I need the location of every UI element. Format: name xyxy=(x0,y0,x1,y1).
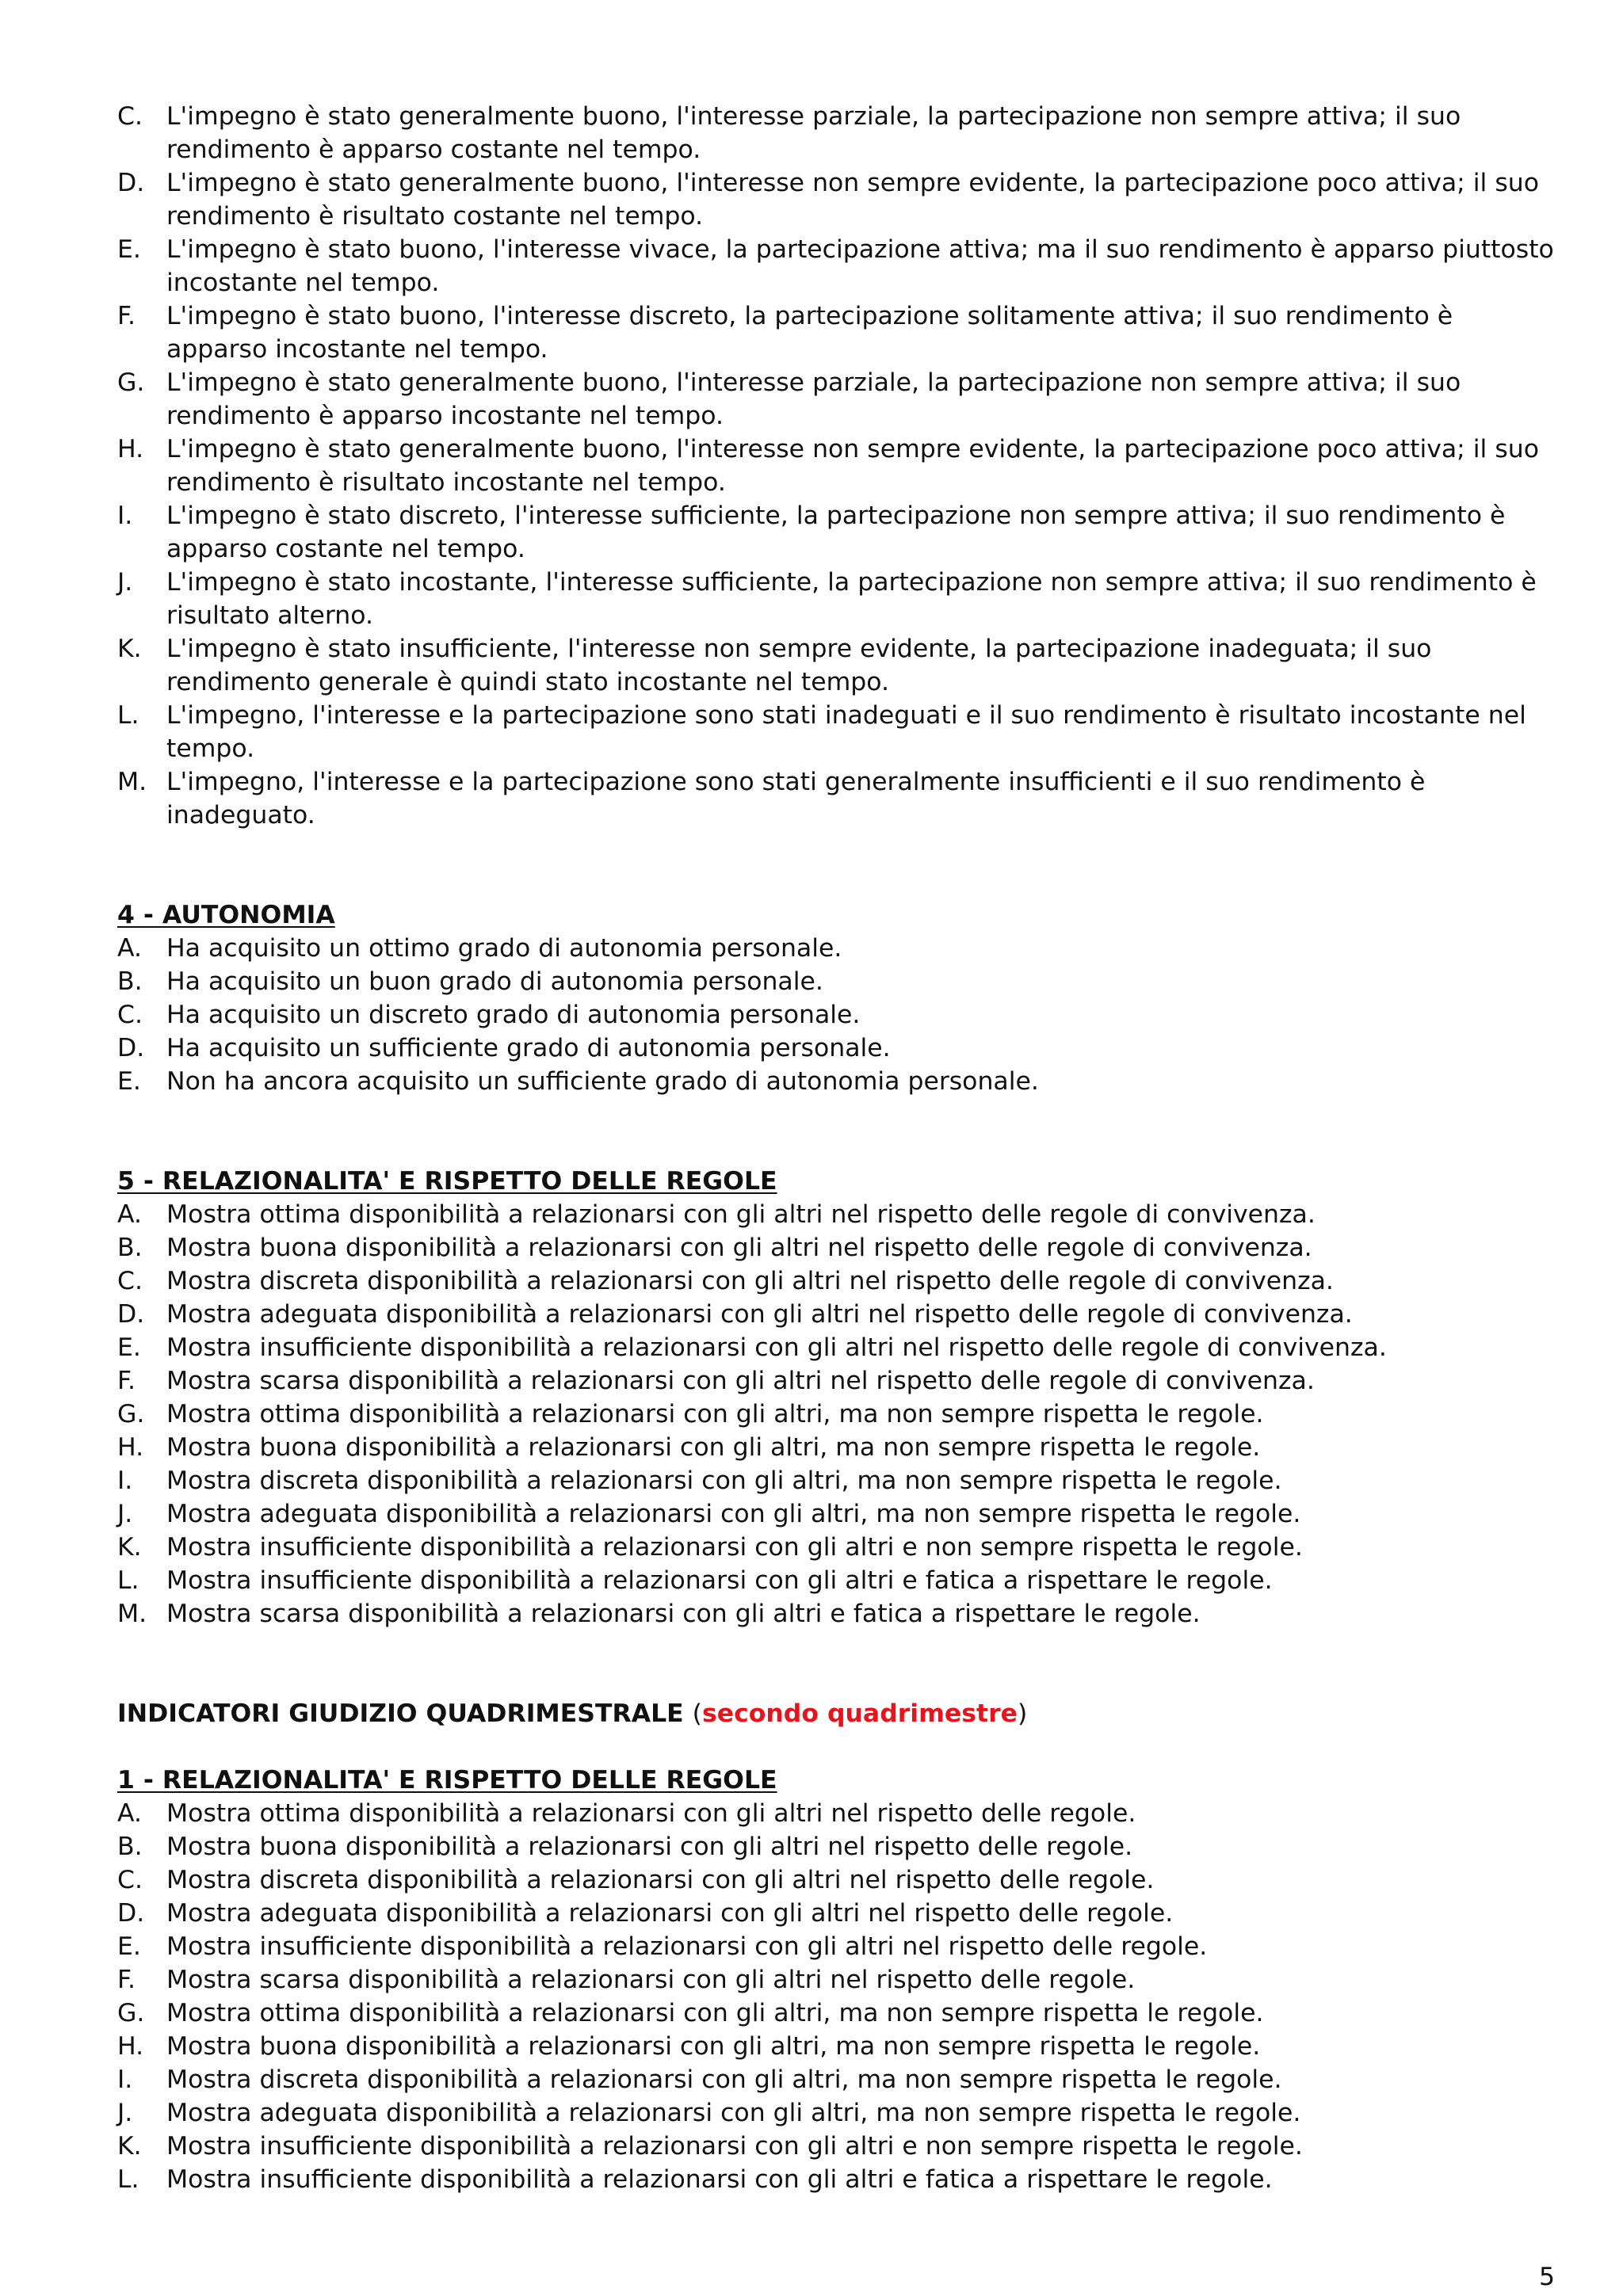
list-item-letter: I. xyxy=(117,1466,133,1495)
list-item-text: Mostra buona disponibilità a relazionarsi con gli altri, ma non sempre rispetta le regole. xyxy=(166,2032,1261,2061)
list-item-text: L'impegno è stato insufficiente, l'interesse non sempre evidente, la partecipazione inadeguata; il suo rendimento generale è quindi stato incostante nel tempo. xyxy=(166,635,1432,696)
list-item-text: L'impegno è stato generalmente buono, l'interesse non sempre evidente, la partecipazione poco attiva; il suo rendimento è risultato incostante nel tempo. xyxy=(166,435,1539,497)
list-item-text: Mostra insufficiente disponibilità a relazionarsi con gli altri e fatica a rispettare le regole. xyxy=(166,2165,1273,2194)
section-5-heading: 5 - RELAZIONALITA' E RISPETTO DELLE REGOLE xyxy=(117,1167,777,1196)
list-item xyxy=(117,2130,1560,2163)
list-item-text: Mostra adeguata disponibilità a relazionarsi con gli altri nel rispetto delle regole. xyxy=(166,1899,1174,1928)
list-item-letter: H. xyxy=(117,435,144,463)
list-item xyxy=(117,699,1560,765)
list-item xyxy=(117,1298,1560,1331)
list-item xyxy=(117,2163,1560,2196)
list-item xyxy=(117,1398,1560,1431)
list-item-letter: G. xyxy=(117,368,145,397)
list-item-letter: D. xyxy=(117,1899,145,1928)
list-item-letter: C. xyxy=(117,1001,143,1029)
list-item xyxy=(117,1597,1560,1630)
list-item-letter: K. xyxy=(117,635,142,663)
list-item-letter: D. xyxy=(117,169,145,197)
list-item-text: L'impegno, l'interesse e la partecipazione sono stati inadeguati e il suo rendimento è risultato incostante nel tempo. xyxy=(166,701,1526,763)
list-item-letter: L. xyxy=(117,701,139,730)
list-item-text: L'impegno è stato generalmente buono, l'interesse parziale, la partecipazione non sempre attiva; il suo rendimento è apparso costante nel tempo. xyxy=(166,102,1461,164)
list-item-letter: J. xyxy=(117,1500,133,1528)
list-item-text: Mostra discreta disponibilità a relazionarsi con gli altri nel rispetto delle regole. xyxy=(166,1866,1155,1894)
list-item-text: Ha acquisito un ottimo grado di autonomia personale. xyxy=(166,934,842,963)
list-item-letter: D. xyxy=(117,1300,145,1329)
list-item-text: L'impegno è stato discreto, l'interesse sufficiente, la partecipazione non sempre attiva; il suo rendimento è apparso costante nel tempo. xyxy=(166,502,1506,563)
list-item-letter: F. xyxy=(117,1367,136,1395)
list-item-letter: L. xyxy=(117,1566,139,1595)
list-item-letter: E. xyxy=(117,235,141,264)
list-item xyxy=(117,1497,1560,1531)
list-item-letter: I. xyxy=(117,2065,133,2094)
list-item-letter: H. xyxy=(117,1433,144,1462)
page-number: 5 xyxy=(1538,2263,1555,2291)
list-item-letter: K. xyxy=(117,2132,142,2161)
list-item-letter: H. xyxy=(117,2032,144,2061)
list-item xyxy=(117,2096,1560,2130)
list-item-text: Ha acquisito un buon grado di autonomia personale. xyxy=(166,967,823,996)
list-item-text: Mostra scarsa disponibilità a relazionarsi con gli altri nel rispetto delle regole di convivenza. xyxy=(166,1367,1315,1395)
list-item-text: Mostra insufficiente disponibilità a relazionarsi con gli altri nel rispetto delle regole. xyxy=(166,1932,1208,1961)
spacer xyxy=(117,832,1560,898)
list-item xyxy=(117,1364,1560,1398)
list-item-text: L'impegno, l'interesse e la partecipazione sono stati generalmente insufficienti e il suo rendimento è inadeguato. xyxy=(166,768,1426,830)
list-item-letter: E. xyxy=(117,1333,141,1362)
list-item-text: Mostra buona disponibilità a relazionarsi con gli altri nel rispetto delle regole. xyxy=(166,1833,1133,1861)
list-item-text: Mostra adeguata disponibilità a relazionarsi con gli altri nel rispetto delle regole di convivenza. xyxy=(166,1300,1353,1329)
list-item xyxy=(117,1464,1560,1497)
list-item-text: L'impegno è stato incostante, l'interesse sufficiente, la partecipazione non sempre attiva; il suo rendimento è risultato alterno. xyxy=(166,568,1537,630)
list-item xyxy=(117,632,1560,699)
list-item-text: Mostra discreta disponibilità a relazionarsi con gli altri, ma non sempre rispetta le regole. xyxy=(166,2065,1282,2094)
list-item-text: L'impegno è stato buono, l'interesse discreto, la partecipazione solitamente attiva; il suo rendimento è apparso incostante nel tempo. xyxy=(166,302,1453,364)
list-item xyxy=(117,1797,1560,1830)
list-item-text: Mostra ottima disponibilità a relazionarsi con gli altri, ma non sempre rispetta le regole. xyxy=(166,1400,1264,1428)
list-item xyxy=(117,1997,1560,2030)
list-item-letter: J. xyxy=(117,2099,133,2127)
list-item xyxy=(117,566,1560,632)
list-item xyxy=(117,1198,1560,1231)
list-item-letter: L. xyxy=(117,2165,139,2194)
list-item-text: Mostra buona disponibilità a relazionarsi con gli altri, ma non sempre rispetta le regole. xyxy=(166,1433,1261,1462)
list-item-text: Mostra ottima disponibilità a relazionarsi con gli altri, ma non sempre rispetta le regole. xyxy=(166,1999,1264,2027)
spacer xyxy=(117,1098,1560,1165)
indicators-heading-highlight: secondo quadrimestre xyxy=(701,1699,1018,1728)
list-item-letter: M. xyxy=(117,768,147,796)
list-item xyxy=(117,299,1560,366)
list-item-text: L'impegno è stato buono, l'interesse vivace, la partecipazione attiva; ma il suo rendimento è apparso piuttosto incostante nel tempo. xyxy=(166,235,1554,297)
list-item-text: Mostra adeguata disponibilità a relazionarsi con gli altri, ma non sempre rispetta le regole. xyxy=(166,2099,1301,2127)
list-item-letter: I. xyxy=(117,502,133,530)
list-item xyxy=(117,1331,1560,1364)
list-item-letter: F. xyxy=(117,1966,136,1994)
section-4-heading: 4 - AUTONOMIA xyxy=(117,901,335,929)
spacer xyxy=(117,1630,1560,1697)
list-item-letter: A. xyxy=(117,1200,143,1229)
list-item-text: Mostra insufficiente disponibilità a relazionarsi con gli altri e non sempre rispetta le regole. xyxy=(166,2132,1303,2161)
list-item-letter: B. xyxy=(117,1833,143,1861)
indicators-heading-open-paren: ( xyxy=(692,1699,702,1728)
list-item-letter: A. xyxy=(117,934,143,963)
list-item xyxy=(117,765,1560,832)
list-item-text: Mostra ottima disponibilità a relazionarsi con gli altri nel rispetto delle regole. xyxy=(166,1799,1136,1828)
list-item-text: Mostra scarsa disponibilità a relazionarsi con gli altri nel rispetto delle regole. xyxy=(166,1966,1136,1994)
list-item-text: Non ha ancora acquisito un sufficiente grado di autonomia personale. xyxy=(166,1067,1039,1096)
list-item xyxy=(117,1897,1560,1930)
list-item xyxy=(117,932,1560,965)
list-item xyxy=(117,2063,1560,2096)
list-item-text: Mostra discreta disponibilità a relazionarsi con gli altri, ma non sempre rispetta le regole. xyxy=(166,1466,1282,1495)
list-item-letter: M. xyxy=(117,1600,147,1628)
indicators-heading-main: INDICATORI GIUDIZIO QUADRIMESTRALE xyxy=(117,1699,684,1728)
list-item xyxy=(117,998,1560,1032)
list-item xyxy=(117,499,1560,566)
list-item xyxy=(117,1830,1560,1863)
list-item xyxy=(117,366,1560,433)
list-item-letter: C. xyxy=(117,102,143,131)
list-item-text: Mostra insufficiente disponibilità a relazionarsi con gli altri e non sempre rispetta le regole. xyxy=(166,1533,1303,1562)
indicators-heading xyxy=(117,1697,1560,1730)
list-item xyxy=(117,1231,1560,1264)
list-item-text: L'impegno è stato generalmente buono, l'interesse non sempre evidente, la partecipazione poco attiva; il suo rendimento è risultato costante nel tempo. xyxy=(166,169,1539,231)
list-item xyxy=(117,1963,1560,1997)
list-item-text: Mostra adeguata disponibilità a relazionarsi con gli altri, ma non sempre rispetta le regole. xyxy=(166,1500,1301,1528)
list-item-text: Mostra buona disponibilità a relazionarsi con gli altri nel rispetto delle regole di convivenza. xyxy=(166,1234,1312,1262)
section-3-list xyxy=(117,100,1560,832)
list-item-letter: G. xyxy=(117,1999,145,2027)
list-item-letter: E. xyxy=(117,1932,141,1961)
list-item xyxy=(117,1065,1560,1098)
list-item-letter: C. xyxy=(117,1267,143,1295)
list-item-text: Ha acquisito un sufficiente grado di autonomia personale. xyxy=(166,1034,891,1062)
section-4-list xyxy=(117,932,1560,1098)
list-item-letter: D. xyxy=(117,1034,145,1062)
indicators-heading-close-paren: ) xyxy=(1017,1699,1028,1728)
list-item xyxy=(117,166,1560,233)
list-item-letter: B. xyxy=(117,967,143,996)
list-item xyxy=(117,1531,1560,1564)
list-item xyxy=(117,1930,1560,1963)
list-item-letter: B. xyxy=(117,1234,143,1262)
list-item xyxy=(117,433,1560,499)
list-item xyxy=(117,1863,1560,1897)
list-item-text: Mostra discreta disponibilità a relazionarsi con gli altri nel rispetto delle regole di convivenza. xyxy=(166,1267,1334,1295)
second-term-section-1-list xyxy=(117,1797,1560,2196)
list-item-letter: J. xyxy=(117,568,133,597)
section-5-list xyxy=(117,1198,1560,1630)
list-item xyxy=(117,233,1560,299)
second-term-section-1-heading: 1 - RELAZIONALITA' E RISPETTO DELLE REGOLE xyxy=(117,1766,777,1794)
spacer xyxy=(117,1730,1560,1764)
list-item xyxy=(117,100,1560,166)
list-item-text: Mostra insufficiente disponibilità a relazionarsi con gli altri e fatica a rispettare le regole. xyxy=(166,1566,1273,1595)
list-item-letter: A. xyxy=(117,1799,143,1828)
list-item xyxy=(117,1032,1560,1065)
list-item-text: L'impegno è stato generalmente buono, l'interesse parziale, la partecipazione non sempre attiva; il suo rendimento è apparso incostante nel tempo. xyxy=(166,368,1461,430)
list-item xyxy=(117,965,1560,998)
list-item xyxy=(117,1264,1560,1298)
list-item xyxy=(117,1431,1560,1464)
list-item xyxy=(117,1564,1560,1597)
list-item-letter: F. xyxy=(117,302,136,330)
document-page xyxy=(117,100,1560,2196)
list-item-text: Ha acquisito un discreto grado di autonomia personale. xyxy=(166,1001,861,1029)
list-item-letter: C. xyxy=(117,1866,143,1894)
list-item xyxy=(117,2030,1560,2063)
list-item-text: Mostra ottima disponibilità a relazionarsi con gli altri nel rispetto delle regole di convivenza. xyxy=(166,1200,1316,1229)
list-item-text: Mostra insufficiente disponibilità a relazionarsi con gli altri nel rispetto delle regole di convivenza. xyxy=(166,1333,1387,1362)
list-item-letter: G. xyxy=(117,1400,145,1428)
list-item-letter: E. xyxy=(117,1067,141,1096)
list-item-letter: K. xyxy=(117,1533,142,1562)
list-item-text: Mostra scarsa disponibilità a relazionarsi con gli altri e fatica a rispettare le regole. xyxy=(166,1600,1201,1628)
